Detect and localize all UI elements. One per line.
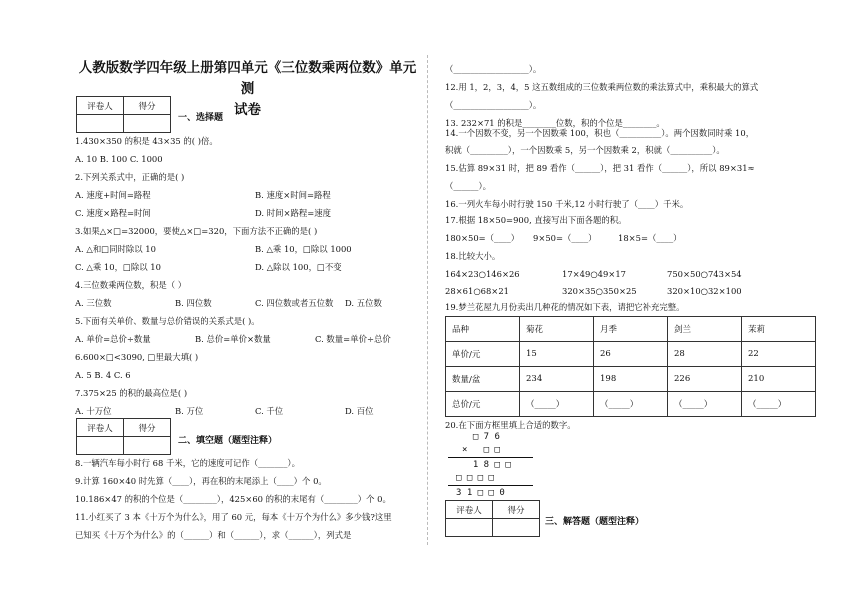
option-line: B. △乘 10，□除以 1000 — [255, 244, 352, 254]
table-cell: 数量/盆 — [446, 367, 520, 392]
option-line: C. 四位数或者五位数 — [255, 298, 334, 308]
grader-cell[interactable] — [446, 519, 493, 537]
option-line: B. 四位数 — [175, 298, 212, 308]
question-line: 8.一辆汽车每小时行 68 千米，它的速度可记作（_______）。 — [75, 458, 300, 468]
question-line: 5.下面有关单价、数量与总价错误的关系式是( )。 — [75, 316, 260, 326]
option-line: C. △乘 10，□除以 10 — [75, 262, 161, 272]
compare-item: 320×35○350×25 — [562, 286, 637, 296]
question-line: 20.在下面方框里填上合适的数字。 — [445, 420, 576, 430]
option-line: A. 10 B. 100 C. 1000 — [75, 154, 163, 164]
option-line: A. 5 B. 4 C. 6 — [75, 370, 131, 380]
option-line: B. 速度×时间=路程 — [255, 190, 331, 200]
option-line: D. 百位 — [345, 406, 374, 416]
score-cell[interactable] — [124, 115, 171, 133]
grader-label: 评卷人 — [77, 97, 124, 115]
answer-item: 18×5=（____） — [618, 233, 682, 243]
question-line: 11.小红买了 3 本《十万个为什么》，用了 60 元，每本《十万个为什么》多少钱?这里 — [75, 512, 392, 522]
score-cell[interactable] — [124, 437, 171, 455]
option-line: D. △除以 100，□不变 — [255, 262, 342, 272]
title-line-1: 人教版数学四年级上册第四单元《三位数乘两位数》单元测 — [78, 60, 417, 97]
table-cell: 总价/元 — [446, 392, 520, 417]
table-cell: 26 — [594, 342, 668, 367]
question-line: 18.比较大小。 — [445, 251, 501, 261]
answer-blank[interactable]: （_____） — [594, 392, 668, 417]
question-line: 15.估算 89×31 时，把 89 看作（______），把 31 看作（______），所以 89×31≈ — [445, 163, 755, 173]
question-line: 19.梦兰花屋九月份卖出几种花的情况如下表，请把它补充完整。 — [445, 302, 685, 312]
question-line: 4.三位数乘两位数，积是（ ） — [75, 280, 187, 290]
score-table — [76, 418, 171, 455]
table-header: 剑兰 — [668, 317, 742, 342]
compare-item: 17×49○49×17 — [562, 269, 626, 279]
puzzle-line — [448, 457, 533, 458]
question-line: （__________________）。 — [445, 64, 542, 74]
question-line: 9.计算 160×40 时先算（____），再在积的末尾添上（____）个 0。 — [75, 476, 327, 486]
table-cell: 198 — [594, 367, 668, 392]
section-title: 一、选择题 — [178, 113, 224, 123]
question-line: 16.一列火车每小时行驶 150 千米,12 小时行驶了（____）千米。 — [445, 199, 689, 209]
option-line: C. 千位 — [255, 406, 284, 416]
question-line: 13. 232×71 的积是________位数，积的个位是________。 — [445, 118, 665, 128]
option-line: B. 万位 — [175, 406, 204, 416]
option-line: A. 单价=总价÷数量 — [75, 334, 151, 344]
title-line-2: 试卷 — [234, 102, 261, 118]
grader-label: 评卷人 — [77, 419, 124, 437]
section-title: 二、填空题（题型注释） — [178, 436, 278, 446]
answer-item: 180×50=（____） — [445, 233, 520, 243]
column-divider — [427, 55, 428, 545]
question-line: 已知买《十万个为什么》的（______）和（______），求（______），列式是 — [75, 530, 352, 540]
puzzle-row: □ 7 6 — [462, 432, 500, 442]
question-line: 2.下列关系式中，正确的是( ) — [75, 172, 185, 182]
compare-item: 750×50○743×54 — [667, 269, 742, 279]
grader-cell[interactable] — [77, 437, 124, 455]
puzzle-row: 1 8 □ □ — [462, 460, 511, 470]
option-line: C. 速度×路程=时间 — [75, 208, 151, 218]
table-cell: 单价/元 — [446, 342, 520, 367]
table-header-row — [446, 317, 816, 342]
option-line: D. 时间×路程=速度 — [255, 208, 332, 218]
table-header: 茉莉 — [742, 317, 816, 342]
score-table — [76, 96, 171, 133]
answer-blank[interactable]: （_____） — [520, 392, 594, 417]
table-cell: 226 — [668, 367, 742, 392]
option-line: B. 总价=单价×数量 — [195, 334, 271, 344]
option-line: C. 数量=单价÷总价 — [315, 334, 391, 344]
table-cell: 15 — [520, 342, 594, 367]
puzzle-line — [448, 485, 533, 486]
table-cell: 22 — [742, 342, 816, 367]
question-line: 10.186×47 的积的个位是（________），425×60 的积的末尾有（________）个 0。 — [75, 494, 391, 504]
score-label: 得分 — [124, 97, 171, 115]
score-label: 得分 — [493, 501, 540, 519]
puzzle-row: × □ □ — [462, 445, 500, 455]
grader-label: 评卷人 — [446, 501, 493, 519]
answer-blank[interactable]: （_____） — [742, 392, 816, 417]
table-cell: 28 — [668, 342, 742, 367]
question-line: 积就（_________），一个因数乘 5，另一个因数乘 2，积就（__________）。 — [445, 145, 725, 155]
option-line: A. △和□同时除以 10 — [75, 244, 156, 254]
table-row — [446, 392, 816, 417]
table-header: 菊花 — [520, 317, 594, 342]
question-line: 3.如果△×□=32000，要使△×□=320，下面方法不正确的是( ) — [75, 226, 318, 236]
table-row — [446, 367, 816, 392]
answer-blank[interactable]: （_____） — [668, 392, 742, 417]
option-line: A. 速度+时间=路程 — [75, 190, 151, 200]
table-row — [446, 342, 816, 367]
score-cell[interactable] — [493, 519, 540, 537]
answer-item: 9×50=（____） — [533, 233, 597, 243]
question-line: 6.600×□<3090, □里最大填( ) — [75, 352, 199, 362]
score-label: 得分 — [124, 419, 171, 437]
section-title: 三、解答题（题型注释） — [545, 517, 645, 527]
question-line: 1.430×350 的积是 43×35 的( )倍。 — [75, 136, 218, 146]
question-line: 17.根据 18×50=900, 直接写出下面各题的积。 — [445, 215, 627, 225]
table-header: 月季 — [594, 317, 668, 342]
question-line: 12.用 1，2，3，4，5 这五数组成的三位数乘两位数的乘法算式中，乘积最大的算式 — [445, 82, 759, 92]
option-line: A. 三位数 — [75, 298, 112, 308]
puzzle-row: 3 1 □ □ 0 — [456, 488, 505, 498]
question-line: 14.一个因数不变，另一个因数乘 100，积也（__________）。两个因数同时乘 10， — [445, 128, 755, 138]
grader-cell[interactable] — [77, 115, 124, 133]
flower-table — [445, 316, 816, 417]
question-line: 7.375×25 的积的最高位是( ) — [75, 388, 188, 398]
question-line: （__________________）。 — [445, 100, 542, 110]
table-header: 品种 — [446, 317, 520, 342]
puzzle-row: □ □ □ □ — [456, 473, 494, 483]
table-cell: 234 — [520, 367, 594, 392]
option-line: A. 十万位 — [75, 406, 112, 416]
score-table — [445, 500, 540, 537]
option-line: D. 五位数 — [345, 298, 382, 308]
compare-item: 28×61○68×21 — [445, 286, 509, 296]
question-line: （______）。 — [445, 181, 492, 191]
compare-item: 164×23○146×26 — [445, 269, 520, 279]
table-cell: 210 — [742, 367, 816, 392]
compare-item: 320×10○32×100 — [667, 286, 742, 296]
